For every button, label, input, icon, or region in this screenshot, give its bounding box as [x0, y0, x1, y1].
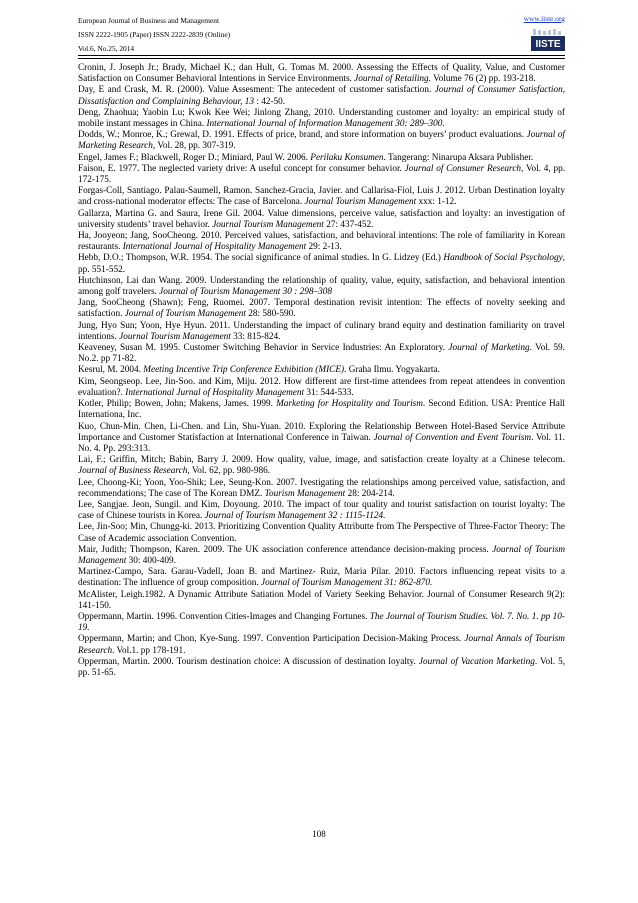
reference-details: xxx: 1-12. [416, 197, 457, 208]
reference-entry [78, 153, 565, 164]
reference-source: Journal of Tourism Management [78, 544, 566, 566]
reference-entry [78, 130, 565, 152]
reference-text: Martinez-Campo, Sara. Garau-Vadell, Joan B. and Martinez- Ruiz, Maria Pilar. 2010. Factors influencing repeat visits to a destination: The influence of group composition. [78, 567, 565, 589]
volume-line: Vol.6, No.25, 2014 [78, 44, 135, 53]
website-link[interactable]: www.iiste.org [523, 14, 565, 23]
reference-source: Marketing for Hospitality and Tourism [276, 399, 423, 410]
reference-source: Journal of Vacation Marketing [418, 656, 535, 667]
reference-entry [78, 209, 565, 231]
reference-details: , Vol. 28, pp. 307-319. [152, 141, 236, 152]
reference-details: . Tangerang: Ninarupa Aksara Publisher. [383, 152, 534, 163]
reference-source: Perilaku Konsumen [310, 152, 384, 163]
reference-source: Journal of Tourism Management 31: 862-870. [261, 578, 433, 589]
reference-source: Meeting Incentive Trip Conference Exhibition (MICE) [143, 365, 345, 376]
reference-source: Journal of Marketing [448, 343, 530, 354]
reference-source: Journal Annals of Tourism Research [78, 634, 565, 656]
reference-text: Ha, Jooyeon; Jang, SooCheong. 2010. Perceived values, satisfaction, and behavioral intentions: The role of familiarity in Korean restaurants. [78, 231, 565, 253]
reference-entry [78, 186, 565, 208]
reference-entry [78, 85, 565, 107]
reference-text: Faison, E. 1977. The neglected variety drive: A useful concept for consumer behavior. [78, 163, 405, 174]
header-rule [78, 55, 565, 56]
reference-entry [78, 377, 565, 399]
reference-details: Volume 76 (2) pp. 193-218. [431, 74, 536, 85]
reference-text: Cronin, J. Joseph Jr.; Brady, Michael K.; dan Hult, G. Tomas M. 2000. Assessing the Effects of Quality, Value, and Customer Satisfaction on Consumer Behavioral Intentions in Service Environments. [78, 63, 565, 85]
reference-text: Forgas-Coll, Santiago. Palau-Saumell, Ramon. Sanchez-Gracia, Javier. and Callarisa-Fiol, Luis J. 2012. Urban Destination loyalty and cross-national moderator effects: The case of Barcelona. [78, 186, 565, 208]
reference-text: Opperman, Martin. 2000. Tourism destination choice: A discussion of destination loyalty. [78, 656, 419, 667]
reference-entry [78, 567, 565, 589]
reference-text: Kuo, Chun-Min. Chen, Li-Chen. and Lin, Shu-Yuan. 2010. Exploring the Relationship Between Hotel-Based Service Attribute Importance and Customer Statisfaction at International Conference in Taiwan. [78, 421, 565, 443]
header-rule-2 [78, 58, 565, 59]
reference-source: Journal Tourism Management [304, 197, 417, 208]
reference-details: . Vol.1. pp 178-191. [112, 645, 186, 656]
reference-details: 33: 815-824. [230, 331, 281, 342]
reference-source: Journal of Tourism Management 30 : 298–308 [159, 287, 333, 298]
reference-entry [78, 478, 565, 500]
reference-text: Lee, Choong-Ki; Yoon, Yoo-Shik; Lee, Seung-Kon. 2007. Ivestigating the relationships among perceived value, satisfaction, and recommendations; The case of The Korean DMZ. [78, 477, 565, 499]
reference-text: Mair, Judith; Thompson, Karen. 2009. The UK association conference attendance decision-making process. [78, 544, 493, 555]
reference-text: Gallarza, Martina G. and Saura, Irene Gil. 2004. Value dimensions, perceive value, satisfaction and loyalty: an investigation of university students’ travel behavior. [78, 208, 565, 230]
reference-details: , Vol. 62, pp. 980-986. [187, 466, 271, 477]
reference-source: The Journal of Tourism Studies. Vol. 7. No. 1. pp 10-19. [78, 611, 565, 634]
issn-line: ISSN 2222-1905 (Paper) ISSN 2222-2839 (Online) [78, 30, 231, 39]
reference-entry [78, 365, 565, 376]
reference-source: Tourism Management [264, 488, 346, 499]
reference-details: . Vol. 5, pp. 51-65. [78, 656, 566, 678]
reference-entry [78, 63, 565, 85]
reference-source: Journal Tourism Management [212, 219, 324, 230]
reference-text: Kotler, Philip; Bowen, John; Makens, James. 1999. [78, 399, 277, 410]
reference-entry [78, 343, 565, 365]
iiste-logo [531, 29, 565, 51]
reference-entry [78, 108, 565, 130]
reference-entry [78, 298, 565, 320]
reference-details: 29: 2-13. [306, 242, 342, 253]
reference-text: Jang, SooCheong (Shawn); Feng, Ruomei. 2007. Temporal destination revisit intention: The effects of novelty seeking and satisfaction. [78, 298, 565, 320]
reference-entry [78, 399, 565, 421]
reference-text: Keaveney, Susan M. 1995. Customer Switching Behavior in Service Industries: An Exploratory. [78, 343, 449, 354]
reference-entry [78, 500, 565, 522]
reference-source: Journal of Tourism Management 32 : 1115-1124. [204, 511, 386, 522]
reference-text: Lee, Jin-Soo; Min, Chungg-ki. 2013. Prioritizing Convention Quality Attributte from The Perspective of Three-Factor Theory: The Case of Academic association Convention. [78, 522, 565, 544]
reference-text: Deng, Zhaohua; Yaobin Lu; Kwok Kee Wei; Jinlong Zhang, 2010. Understanding customer and loyalty: an empirical study of mobile instant messages in China. [78, 107, 565, 130]
reference-entry [78, 422, 565, 456]
logo-text: IISTE [535, 39, 561, 50]
reference-entry [78, 612, 565, 634]
journal-name: European Journal of Business and Management [78, 16, 220, 25]
reference-details: . Graha Ilmu. Yogyakarta. [344, 365, 440, 376]
reference-entry [78, 545, 565, 567]
reference-entry [78, 253, 565, 275]
reference-details: . Vol. 11. No. 4. Pp. 293:313. [78, 432, 565, 454]
reference-details: , pp. 551-552. [78, 253, 565, 275]
reference-text: Oppermann, Martin. 1996. Convention Cities-Images and Changing Fortunes. [78, 611, 370, 622]
reference-details: 27: 437-452. [323, 219, 374, 230]
reference-text: Kesrul, M. 2004. [78, 365, 144, 376]
reference-entry [78, 276, 565, 298]
reference-source: Journal Tourism Management [119, 331, 231, 342]
reference-source: Journal of Convention and Event Tourism [373, 432, 532, 443]
reference-source: International Journal of Hospitality Management [122, 242, 307, 253]
reference-details: 28: 580-590. [245, 309, 296, 320]
reference-text: Jung, Hyo Sun; Yoon, Hye Hyun. 2011. Understanding the impact of culinary brand equity and destination familiarity on travel intentions. [78, 320, 565, 342]
reference-text: Dodds, W.; Monroe, K.; Grewal, D. 1991. Effects of price, brand, and store information on buyers’ product evaluations. [78, 130, 527, 141]
reference-entry [78, 657, 565, 679]
reference-source: Journal of Marketing Research [78, 130, 565, 152]
reference-entry [78, 634, 565, 656]
reference-details: : 42-50. [254, 96, 286, 107]
reference-source: International Journal of Information Management 30: 289–300. [206, 119, 445, 130]
reference-entry [78, 522, 565, 544]
reference-details: . Second Edition. USA: Prentice Hall Internationa, Inc. [78, 399, 565, 421]
reference-text: Lai, F.; Griffin, Mitch; Babin, Barry J. 2009. How quality, value, image, and satisfaction create loyalty at a Chinese telecom. [78, 455, 565, 466]
reference-entry [78, 590, 565, 612]
reference-details: . Vol. 59. No.2. pp 71-82. [78, 343, 565, 365]
reference-source: Handbook of Social Psychology [443, 253, 563, 264]
reference-text: Hebb, D.O.; Thompson, W.R. 1954. The social significance of animal studies. In G. Lidzey (Ed.) [78, 253, 444, 264]
reference-entry [78, 231, 565, 253]
running-header [78, 14, 230, 56]
reference-source: Journal of Tourism Management [124, 309, 246, 320]
reference-text: Engel, James F.; Blackwell, Roger D.; Miniard, Paul W. 2006. [78, 152, 311, 163]
reference-text: Day, E and Crask, M. R. (2000). Value Assesment: The antecedent of customer satisfaction. [78, 85, 435, 96]
reference-source: Journal of Retailing. [354, 74, 431, 85]
reference-source: Journal of Consumer Satisfaction, Dissatisfaction and Complaining Behaviour, 13 [78, 85, 566, 107]
reference-details: Vol. 4, pp. 172-175. [78, 163, 566, 186]
reference-source: Journal of Consumer Research, [404, 163, 524, 174]
reference-text: Oppermann, Martin; and Chon, Kye-Sung. 1997. Convention Participation Decision-Making Process. [78, 634, 465, 645]
page-number: 108 [312, 829, 326, 839]
reference-text: Lee, Sangjae. Jeon, Sungil. and Kim, Doyoung. 2010. The impact of tour quality and tourist satisfaction on tourist loyalty: The case of Chinese tourists in Korea. [78, 499, 565, 522]
reference-entry [78, 164, 565, 186]
reference-details: 28: 204-214. [345, 488, 395, 499]
reference-details: 30: 400-409. [126, 555, 176, 566]
reference-text: Hutchinson, Lai dan Wang. 2009. Understanding the relationship of quality, value, equity, satisfaction, and behavioral intention among golf travelers. [78, 275, 565, 298]
reference-entry [78, 455, 565, 477]
reference-entry [78, 321, 565, 343]
reference-text: McAlister, Leigh.1982. A Dynamic Attribute Satiation Model of Variety Seeking Behavior. Journal of Consumer Research 9(2): 141-150. [78, 589, 565, 611]
reference-text: Kim, Seongseop. Lee, Jin-Soo. and Kim, Miju. 2012. How different are first-time attendees from repeat attendees in convention evaluation?. [78, 376, 565, 398]
reference-list [78, 63, 565, 679]
reference-source: Journal of Business Research [78, 466, 188, 477]
reference-details: 31: 544-533. [304, 387, 354, 398]
reference-source: International Jurnal of Hospitality Management [125, 387, 305, 398]
